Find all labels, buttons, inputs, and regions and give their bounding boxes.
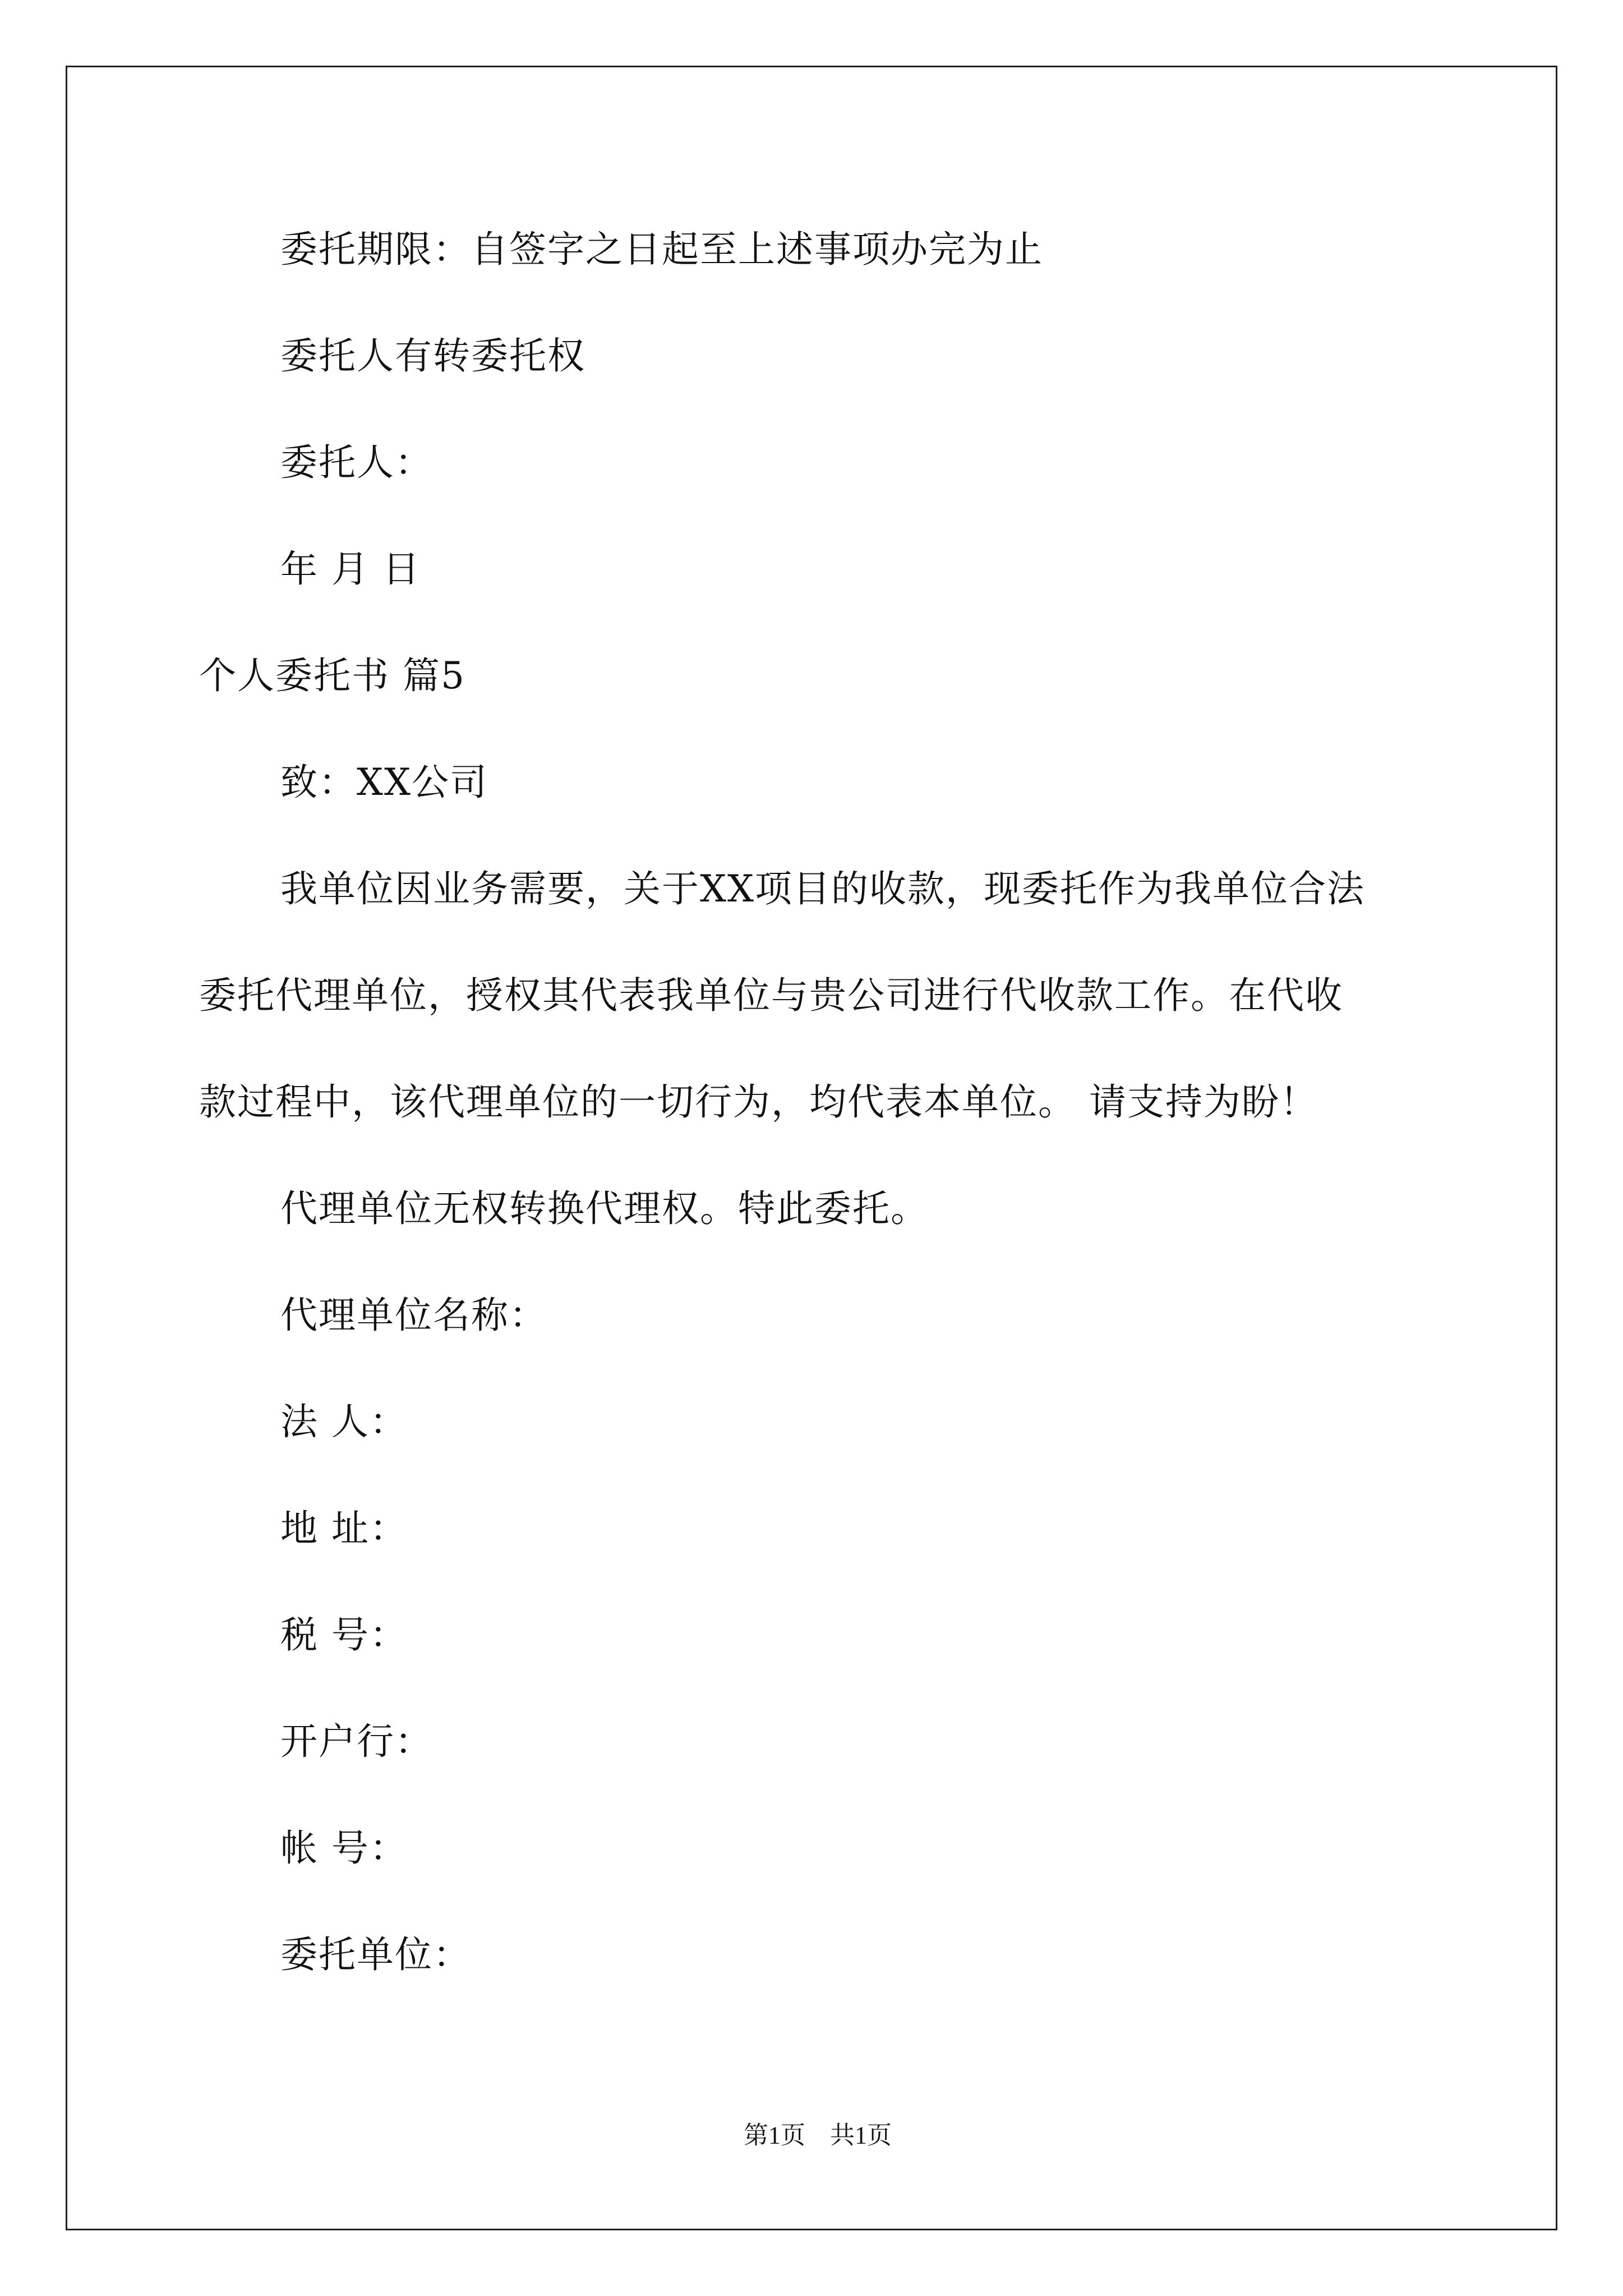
entrusting-unit-line: 委托单位：: [280, 1933, 471, 1976]
body-paragraph-line-1: 我单位因业务需要，关于XX项目的收款，现委托作为我单位合法: [280, 867, 1365, 910]
agent-name-line: 代理单位名称：: [280, 1294, 547, 1337]
principal-line: 委托人：: [280, 441, 433, 484]
body-paragraph-line-3: 款过程中，该代理单位的一切行为，均代表本单位。 请支持为盼！: [199, 1080, 1318, 1124]
page-border: [66, 66, 1557, 2230]
date-line: 年 月 日: [280, 547, 421, 591]
page-total: 共1页: [830, 2122, 892, 2149]
entrust-period-line: 委托期限：自签字之日起至上述事项办完为止: [280, 228, 1043, 271]
addressee-line: 致：XX公司: [280, 761, 488, 804]
section-title: 个人委托书 篇5: [199, 654, 465, 697]
body-paragraph-line-2: 委托代理单位，授权其代表我单位与贵公司进行代收款工作。在代收: [199, 974, 1343, 1017]
tax-number-line: 税 号：: [280, 1613, 408, 1657]
page-current: 第1页: [744, 2122, 805, 2149]
no-transfer-line: 代理单位无权转换代理权。特此委托。: [280, 1187, 929, 1230]
address-line: 地 址：: [280, 1507, 408, 1550]
account-number-line: 帐 号：: [280, 1826, 408, 1870]
page-footer: [0, 2088, 1623, 2151]
bank-line: 开户行：: [280, 1720, 433, 1763]
legal-person-line: 法 人：: [280, 1400, 408, 1443]
sub-delegation-line: 委托人有转委托权: [280, 334, 585, 378]
